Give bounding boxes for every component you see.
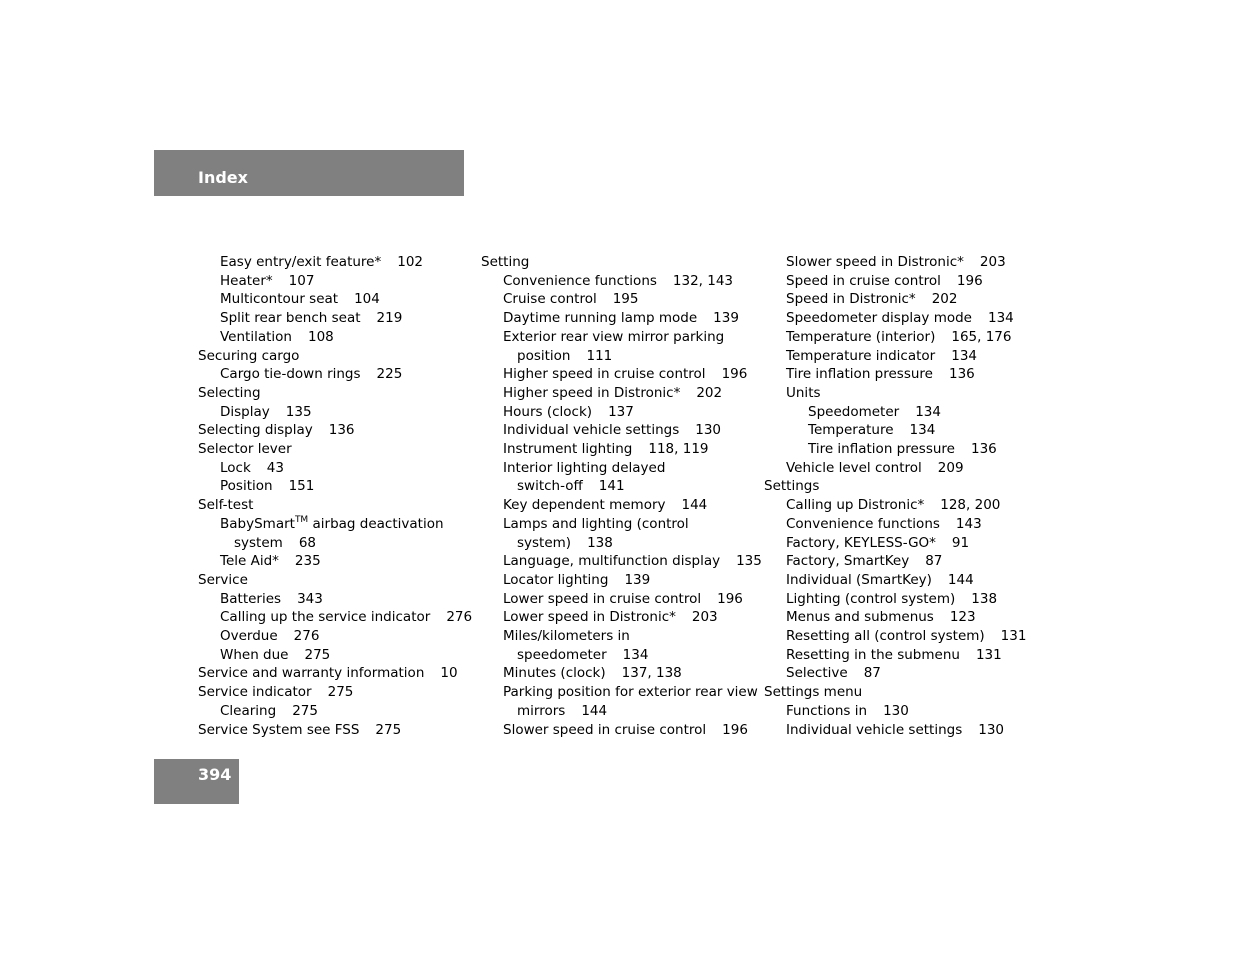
- index-term: Functions in: [786, 702, 868, 719]
- page-reference[interactable]: 68: [298, 534, 316, 551]
- index-entry: [198, 627, 468, 646]
- index-entry: [764, 608, 1034, 627]
- index-term: switch-off: [517, 478, 583, 495]
- page-reference[interactable]: 134: [909, 422, 936, 439]
- index-entry: [481, 571, 751, 590]
- index-entry: [481, 365, 751, 384]
- index-entry: [198, 702, 468, 721]
- index-term: Daytime running lamp mode: [503, 310, 698, 327]
- index-term: Slower speed in cruise control: [503, 721, 707, 738]
- index-entry: [198, 496, 468, 515]
- index-entry: [198, 347, 468, 366]
- index-term: Batteries: [220, 590, 282, 607]
- index-term: Self-test: [198, 497, 254, 514]
- index-entry: [764, 459, 1034, 478]
- index-term: Split rear bench seat: [220, 310, 361, 327]
- index-entry: [198, 309, 468, 328]
- index-entry: [764, 571, 1034, 590]
- page-reference[interactable]: 276: [293, 628, 320, 645]
- index-term: Lighting (control system): [786, 590, 956, 607]
- index-entry: [481, 328, 751, 347]
- index-entry: [198, 683, 468, 702]
- page-reference[interactable]: 276: [446, 609, 473, 626]
- page-reference[interactable]: 151: [288, 478, 315, 495]
- page-reference[interactable]: 143: [955, 515, 982, 532]
- page-reference[interactable]: 235: [294, 553, 321, 570]
- page-reference[interactable]: 196: [722, 721, 748, 738]
- index-term: Menus and submenus: [786, 609, 934, 626]
- index-term: Locator lighting: [503, 571, 609, 588]
- index-entry: [198, 272, 468, 291]
- index-term: BabySmart: [220, 515, 295, 532]
- page-reference[interactable]: 144: [581, 702, 608, 719]
- index-term: Lock: [220, 459, 251, 476]
- page-reference[interactable]: 111: [586, 347, 613, 364]
- index-entry: [481, 384, 751, 403]
- index-column-3: [764, 253, 1034, 739]
- page-reference[interactable]: 118, 119: [648, 441, 709, 458]
- index-term: Vehicle level control: [786, 459, 922, 476]
- page-reference[interactable]: 139: [713, 310, 739, 327]
- index-entry: [764, 421, 1034, 440]
- page-reference[interactable]: 131: [975, 646, 1002, 663]
- index-entry: [481, 646, 751, 665]
- index-entry: [764, 347, 1034, 366]
- page-reference[interactable]: 134: [915, 403, 941, 420]
- index-entry: [764, 721, 1034, 740]
- index-term: Factory, KEYLESS-GO*: [786, 534, 936, 551]
- index-term: Higher speed in Distronic*: [503, 384, 681, 401]
- index-entry: [198, 477, 468, 496]
- index-term: Selecting display: [198, 422, 313, 439]
- index-term: Resetting in the submenu: [786, 646, 960, 663]
- index-term: Cruise control: [503, 291, 597, 308]
- index-term: system): [517, 534, 572, 551]
- index-term: Key dependent memory: [503, 497, 666, 514]
- index-term: Cargo tie-down rings: [220, 366, 361, 383]
- index-term: Calling up the service indicator: [220, 609, 431, 626]
- index-entry: [764, 253, 1034, 272]
- index-term: Speedometer display mode: [786, 310, 972, 327]
- index-term: Ventilation: [220, 328, 292, 345]
- page-reference[interactable]: 134: [951, 347, 978, 364]
- index-term: Convenience functions: [503, 272, 657, 289]
- index-term: Convenience functions: [786, 515, 940, 532]
- index-term: Display: [220, 403, 270, 420]
- index-term: Setting: [481, 254, 530, 270]
- page-reference[interactable]: 102: [397, 254, 424, 270]
- page-reference[interactable]: 144: [681, 497, 708, 514]
- index-term: Minutes (clock): [503, 665, 606, 682]
- index-entry: [764, 384, 1034, 403]
- page-title: Index: [198, 168, 248, 187]
- index-term: Selector lever: [198, 441, 292, 458]
- index-entry: [481, 534, 751, 553]
- index-term: Clearing: [220, 702, 277, 719]
- index-entry: [764, 590, 1034, 609]
- index-term: system: [234, 534, 283, 551]
- index-term: Tire inflation pressure: [808, 441, 955, 458]
- index-entry: [198, 384, 468, 403]
- index-term: Temperature (interior): [786, 328, 936, 345]
- index-entry: [481, 590, 751, 609]
- page-number: 394: [198, 765, 232, 784]
- index-entry: [198, 253, 468, 272]
- index-term: Factory, SmartKey: [786, 553, 910, 570]
- index-entry: [198, 590, 468, 609]
- page-reference[interactable]: 104: [354, 291, 380, 308]
- index-entry: [481, 627, 751, 646]
- page-reference[interactable]: 225: [376, 366, 403, 383]
- index-entry: [198, 421, 468, 440]
- page-reference[interactable]: 219: [376, 310, 403, 327]
- index-term: Settings: [764, 478, 820, 495]
- index-term: Selecting: [198, 384, 261, 401]
- index-entry: [198, 440, 468, 459]
- index-entry: [481, 440, 751, 459]
- page-reference[interactable]: 136: [970, 441, 997, 458]
- index-entry: [481, 552, 762, 571]
- index-entry: [198, 403, 468, 422]
- index-term: Tire inflation pressure: [786, 366, 933, 383]
- page-reference[interactable]: 87: [863, 665, 881, 682]
- index-entry: [198, 459, 468, 478]
- index-entry: [764, 328, 1034, 347]
- index-term: Individual vehicle settings: [503, 422, 680, 439]
- trademark-superscript: TM: [294, 514, 309, 525]
- index-entry: [764, 496, 1034, 515]
- page-reference[interactable]: 141: [598, 478, 625, 495]
- index-entry: [764, 440, 1034, 459]
- page-reference[interactable]: 136: [328, 422, 355, 439]
- index-header-bar: [154, 150, 464, 196]
- index-entry: [198, 646, 468, 665]
- page-reference[interactable]: 209: [937, 459, 964, 476]
- page-reference[interactable]: 130: [695, 422, 722, 439]
- page-reference[interactable]: 202: [931, 291, 958, 308]
- index-entry: [764, 403, 1034, 422]
- index-column-2: [481, 253, 762, 739]
- index-term: Settings menu: [764, 684, 863, 701]
- index-entry: [481, 403, 751, 422]
- page-reference[interactable]: 203: [691, 609, 718, 626]
- page-reference[interactable]: 275: [327, 684, 354, 701]
- index-entry: [198, 328, 468, 347]
- page-reference[interactable]: 134: [988, 310, 1014, 327]
- index-term: Calling up Distronic*: [786, 497, 925, 514]
- index-term: Service indicator: [198, 684, 312, 701]
- index-term: Individual vehicle settings: [786, 721, 963, 738]
- index-entry: [481, 608, 751, 627]
- page-reference[interactable]: 165, 176: [951, 328, 1012, 345]
- index-entry: [764, 646, 1034, 665]
- index-term: Parking position for exterior rear view: [503, 684, 758, 701]
- index-term: Language, multifunction display: [503, 553, 721, 570]
- page-reference[interactable]: 130: [978, 721, 1005, 738]
- index-term: Lower speed in cruise control: [503, 590, 702, 607]
- index-entry: [764, 552, 1034, 571]
- page-reference[interactable]: 135: [736, 553, 762, 570]
- index-entry: [481, 253, 751, 272]
- index-entry: [198, 534, 468, 553]
- index-entry: [481, 421, 751, 440]
- index-entry: [764, 365, 1034, 384]
- page-reference[interactable]: 87: [925, 553, 943, 570]
- page-reference[interactable]: 136: [948, 366, 975, 383]
- page-reference[interactable]: 196: [721, 366, 748, 383]
- index-term: Position: [220, 478, 273, 495]
- index-entry: [481, 477, 751, 496]
- index-term: Temperature indicator: [786, 347, 936, 364]
- index-entry: [764, 272, 1034, 291]
- index-term: Temperature: [808, 422, 894, 439]
- page-reference[interactable]: 203: [979, 254, 1006, 270]
- index-term: Service and warranty information: [198, 665, 425, 682]
- index-term: Resetting all (control system): [786, 628, 985, 645]
- index-entry: [198, 571, 468, 590]
- index-term: position: [517, 347, 571, 364]
- index-entry: [481, 459, 751, 478]
- index-term: When due: [220, 646, 289, 663]
- index-entry: [481, 309, 751, 328]
- index-term: Hours (clock): [503, 403, 593, 420]
- index-term: Lower speed in Distronic*: [503, 609, 676, 626]
- page-reference[interactable]: 144: [947, 571, 974, 588]
- page-reference[interactable]: 10: [440, 665, 458, 682]
- index-term: Speed in cruise control: [786, 272, 941, 289]
- index-term: Instrument lighting: [503, 441, 633, 458]
- index-entry: [481, 515, 751, 534]
- index-entry: [198, 608, 473, 627]
- page-reference[interactable]: 275: [292, 702, 318, 719]
- page-reference[interactable]: 137, 138: [621, 665, 682, 682]
- index-term: Overdue: [220, 628, 278, 645]
- page-reference[interactable]: 139: [624, 571, 651, 588]
- index-term: Service System see FSS: [198, 721, 360, 738]
- index-entry: [198, 365, 468, 384]
- index-entry: [198, 515, 468, 534]
- index-term: Tele Aid*: [220, 553, 279, 570]
- page-reference[interactable]: 128, 200: [940, 497, 1001, 514]
- index-entry: [481, 664, 751, 683]
- page-reference[interactable]: 123: [949, 609, 976, 626]
- page-reference[interactable]: 108: [307, 328, 334, 345]
- index-term: Multicontour seat: [220, 291, 339, 308]
- page-reference[interactable]: 132, 143: [672, 272, 734, 289]
- index-entry: [764, 664, 1034, 683]
- page-reference[interactable]: 134: [622, 646, 649, 663]
- index-term: Units: [786, 384, 821, 401]
- index-term: Exterior rear view mirror parking: [503, 328, 725, 345]
- page-reference[interactable]: 138: [971, 590, 998, 607]
- page-reference[interactable]: 138: [587, 534, 613, 551]
- index-term: Speedometer: [808, 403, 900, 420]
- index-entry: [198, 552, 468, 571]
- index-term: Speed in Distronic*: [786, 291, 916, 308]
- index-term: Interior lighting delayed: [503, 459, 666, 476]
- index-entry: [198, 290, 468, 309]
- index-term: Miles/kilometers in: [503, 628, 630, 645]
- index-entry: [764, 290, 1034, 309]
- index-entry: [198, 721, 468, 740]
- index-entry: [764, 477, 1034, 496]
- index-entry: [764, 627, 1034, 646]
- index-entry: [764, 683, 1034, 702]
- index-entry: [198, 664, 468, 683]
- index-term: Securing cargo: [198, 347, 300, 364]
- index-term: Service: [198, 571, 248, 588]
- index-column-1: [198, 253, 473, 739]
- page-reference[interactable]: 275: [375, 721, 402, 738]
- index-term: Lamps and lighting (control: [503, 515, 689, 532]
- page-reference[interactable]: 196: [717, 590, 743, 607]
- index-term-continued: airbag deactivation: [308, 515, 444, 532]
- index-entry: [764, 515, 1034, 534]
- index-term: Heater*: [220, 272, 273, 289]
- page-reference[interactable]: 43: [266, 459, 284, 476]
- index-term: Slower speed in Distronic*: [786, 254, 964, 270]
- page-reference[interactable]: 195: [612, 291, 639, 308]
- page-reference[interactable]: 275: [304, 646, 331, 663]
- index-entry: [481, 290, 751, 309]
- index-term: Easy entry/exit feature*: [220, 254, 382, 270]
- index-term: Individual (SmartKey): [786, 571, 932, 588]
- index-entry: [481, 347, 751, 366]
- page-reference[interactable]: 107: [288, 272, 315, 289]
- index-term: mirrors: [517, 702, 566, 719]
- index-entry: [764, 702, 1034, 721]
- index-entry: [481, 272, 751, 291]
- index-entry: [764, 534, 1034, 553]
- page-reference[interactable]: 202: [696, 384, 723, 401]
- page-reference[interactable]: 196: [956, 272, 983, 289]
- index-entry: [481, 683, 758, 702]
- page-reference[interactable]: 343: [297, 590, 323, 607]
- page-reference[interactable]: 135: [285, 403, 312, 420]
- index-term: speedometer: [517, 646, 607, 663]
- page-reference[interactable]: 91: [951, 534, 970, 551]
- page-reference[interactable]: 131: [1000, 628, 1027, 645]
- index-entry: [481, 496, 751, 515]
- page-number-tab: [154, 759, 239, 804]
- index-entry: [481, 721, 751, 740]
- index-term: Selective: [786, 665, 848, 682]
- index-term: Higher speed in cruise control: [503, 366, 706, 383]
- index-entry: [764, 309, 1034, 328]
- page-reference[interactable]: 130: [883, 702, 909, 719]
- page-reference[interactable]: 137: [608, 403, 634, 420]
- index-entry: [481, 702, 751, 721]
